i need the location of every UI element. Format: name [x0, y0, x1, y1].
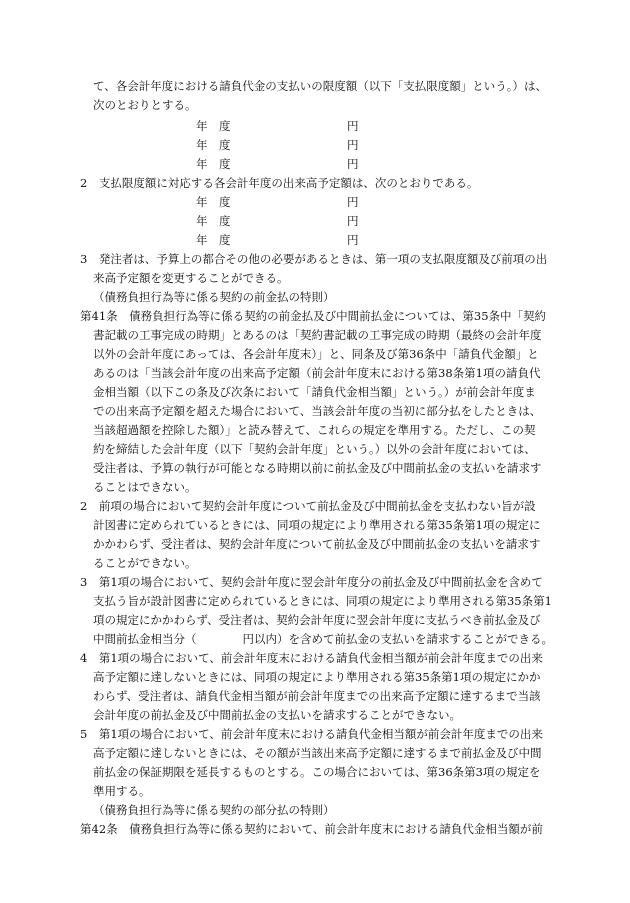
text-line: わらず、受注者は、請負代金相当額が前会計年度までの出来高予定額に達するまで当該: [93, 689, 541, 703]
text-line: 来高予定額を変更することができる。: [93, 271, 289, 285]
text-line: 4 第1項の場合において、前会計年度末における請負代金相当額が前会計年度までの出来: [80, 651, 543, 665]
text-line: かかわらず、受注者は、契約会計年度について前払金及び中間前払金の支払いを請求す: [93, 537, 541, 551]
text-line: 計図書に定められているときには、同項の規定により準用される第35条第1項の規定に: [93, 518, 541, 532]
text-line: での出来高予定額を超えた場合において、当該会計年度の当初に部分払をしたときは、: [93, 404, 542, 418]
text-line: て、各会計年度における請負代金の支払いの限度額（以下「支払限度額」という。）は、: [93, 79, 548, 93]
text-line: 金相当額（以下この条及び次条において「請負代金相当額」という。）が前会計年度ま: [93, 385, 536, 399]
text-line: 当該超過額を控除した額）」と読み替えて、これらの規定を準用する。ただし、この契: [93, 423, 536, 437]
text-line: 以外の会計年度にあっては、各会計年度末）」と、同条及び第36条中「請負代金額」と: [93, 347, 539, 361]
text-line: 項の規定にかかわらず、受注者は、契約会計年度に翌会計年度に支払うべき前払金及び: [93, 613, 541, 627]
text-line: 5 第1項の場合において、前会計年度末における請負代金相当額が前会計年度までの出来: [80, 727, 543, 741]
text-line: 3 発注者は、予算上の都合その他の必要があるときは、第一項の支払限度額及び前項の出: [80, 252, 548, 266]
table-label: 年 度: [196, 195, 231, 209]
table-label: 年 度: [196, 119, 231, 133]
text-line: 中間前払金相当分（ 円以内）を含めて前払金の支払いを請求することができる。: [93, 632, 553, 646]
text-line: 書記載の工事完成の時期」とあるのは「契約書記載の工事完成の時期（最終の会計年度: [93, 328, 542, 342]
text-line: 高予定額に達しないときには、同項の規定により準用される第35条第1項の規定にかか: [93, 670, 541, 684]
article-41: 第41条 債務負担行為等に係る契約の前金払及び中間前払金については、第35条中「契約: [80, 309, 547, 323]
text-line: 次のとおりとする。: [93, 98, 197, 112]
text-line: 支払う旨が設計図書に定められているときには、同項の規定により準用される第35条第1: [93, 594, 552, 608]
table-row: [196, 117, 359, 136]
text-line: 前払金の保証期限を延長するものとする。この場合においては、第36条第3項の規定を: [93, 765, 541, 779]
article-42: 第42条 債務負担行為等に係る契約において、前会計年度末における請負代金相当額が前: [80, 822, 543, 836]
table-row: [196, 155, 359, 174]
table-row: [196, 231, 359, 250]
text-line: 約を締結した会計年度（以下「契約会計年度」という。）以外の会計年度においては、: [93, 442, 536, 456]
table-label: 年 度: [196, 157, 231, 171]
text-line: ることができない。: [93, 556, 197, 570]
section-heading: （債務負担行為等に係る契約の前金払の特則）: [93, 290, 335, 304]
table-row: [196, 136, 359, 155]
table-unit: 円: [347, 214, 359, 228]
text-line: ることはできない。: [93, 480, 197, 494]
table-unit: 円: [347, 119, 359, 133]
table-unit: 円: [347, 138, 359, 152]
section-heading: （債務負担行為等に係る契約の部分払の特則）: [93, 803, 335, 817]
table-label: 年 度: [196, 214, 231, 228]
table-row: [196, 193, 359, 212]
text-line: 高予定額に達しないときには、その額が当該出来高予定額に達するまで前払金及び中間: [93, 746, 542, 760]
text-line: 会計年度の前払金及び中間前払金の支払いを請求することができない。: [93, 708, 461, 722]
table-unit: 円: [347, 233, 359, 247]
text-line: 受注者は、予算の執行が可能となる時期以前に前払金及び中間前払金の支払いを請求す: [93, 461, 542, 475]
text-line: あるのは「当該会計年度の出来高予定額（前会計年度末における第38条第1項の請負代: [93, 366, 541, 380]
text-line: 2 前項の場合において契約会計年度について前払金及び中間前払金を支払わない旨が設: [80, 499, 536, 513]
text-line: 準用する。: [93, 784, 151, 798]
text-line: 3 第1項の場合において、契約会計年度に翌会計年度分の前払金及び中間前払金を含めて: [80, 575, 543, 589]
table-row: [196, 212, 359, 231]
table-unit: 円: [347, 157, 359, 171]
table-label: 年 度: [196, 233, 231, 247]
text-line: 2 支払限度額に対応する各会計年度の出来高予定額は、次のとおりである。: [80, 176, 479, 190]
table-label: 年 度: [196, 138, 231, 152]
table-unit: 円: [347, 195, 359, 209]
